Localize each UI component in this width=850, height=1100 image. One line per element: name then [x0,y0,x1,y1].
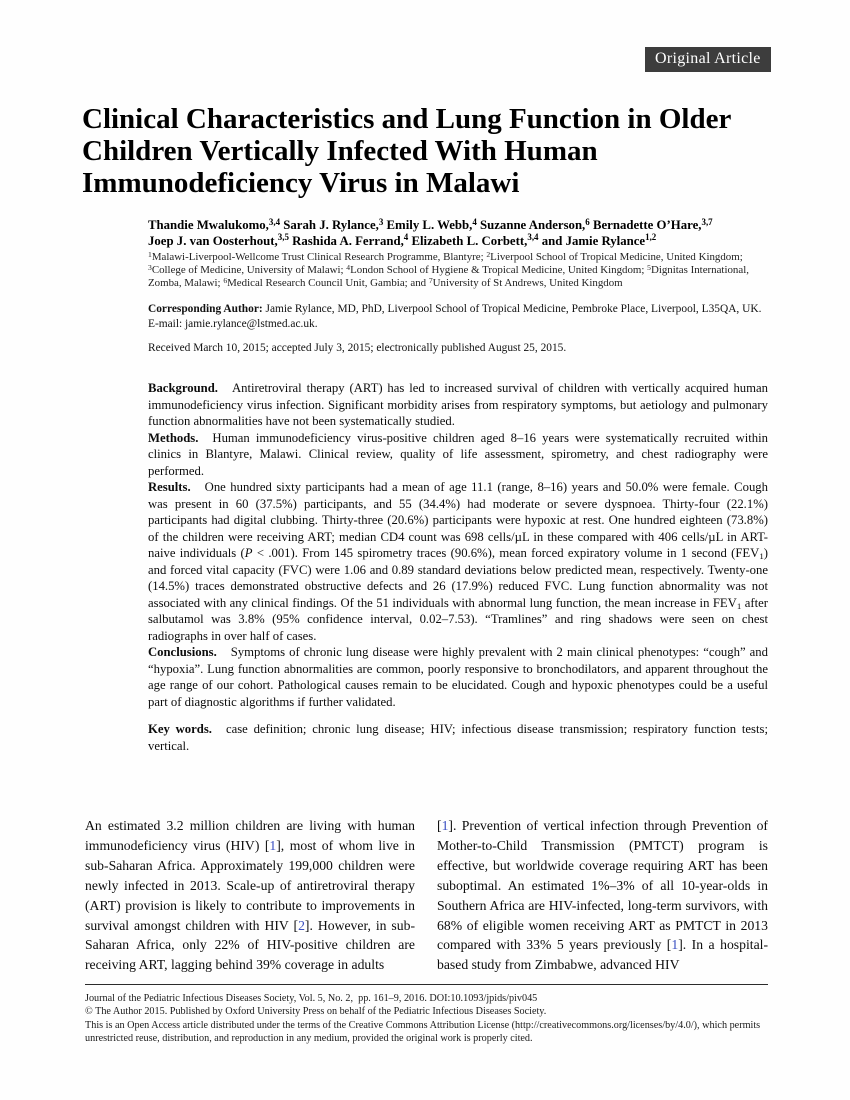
text-segment: Elizabeth L. Corbett, [408,233,528,248]
text-segment: An estimated 3.2 million children are living with human immunodeficiency virus (HIV) [ [85,818,415,853]
text-segment: Antiretroviral therapy (ART) has led to increased survival of children with vertically acquired human immunodeficiency virus infection. Significant morbidity arises from respiratory symptoms, but aetiology and pulmonary function abnormalities have not been systematically studied. [148,381,768,428]
line: unrestricted reuse, distribution, and reproduction in any medium, provided the original work is properly cited. [85,1033,533,1045]
text-segment: Bernadette O’Hare, [589,218,702,232]
line: This is an Open Access article distributed under the terms of the Creative Commons Attribution License (http://creativecommons.org/licenses/by/4.0/), which permits [85,1019,761,1031]
text-segment: ], most of whom live in sub-Saharan Africa. Approximately 199,000 children were newly infected in 2013. Scale-up of antiretroviral therapy (ART) provision is likely to contribute to improvements in survival amongst children with HIV [ [85,837,415,933]
line: Journal of the Pediatric Infectious Diseases Society, Vol. 5, No. 2, pp. 161–9, 2016. DOI:10.1093/jpids/piv045 [85,993,538,1004]
text-segment: 1 [148,249,152,259]
body-column-left [85,816,415,975]
text-segment: 6 [223,275,228,285]
text-segment: 2 [486,249,491,259]
text-segment: Conclusions. [148,645,217,659]
text-segment: ]. However, in sub-Saharan Africa, only 22% of HIV-positive children are receiving ART, lagging behind 39% coverage in adults [85,917,415,973]
author-list [148,218,772,249]
text-segment: 3,5 [277,232,289,243]
text-segment: P [244,546,253,560]
text-segment: 4 [403,232,409,243]
line: Immunodeficiency Virus in Malawi [82,167,520,199]
abstract-background [148,380,768,430]
text-segment: Medical Research Council Unit, Gambia; and [227,277,429,290]
text-segment: Human immunodeficiency virus-positive children aged 8–16 years were systematically recruited within clinics in Blantyre, Malawi. Clinical review, quality of life assessment, spirometry, and chest radiography were performed. [148,430,768,478]
abstract-conclusions [148,644,768,710]
article-type-badge: Original Article [645,47,771,72]
citation-ref[interactable]: 2 [298,917,305,933]
text-segment: ]. Prevention of vertical infection through Prevention of Mother-to-Child Transmission (PMTCT) program is effective, but worldwide coverage requiring ART has been suboptimal. An estimated 1%–3% of all 10-year-olds in Southern Africa are HIV-infected, long-term survivors, with 68% of eligible women receiving ART as PMTCT in 2013 compared with 33% 5 years previously [ [437,818,768,953]
text-segment: 5 [647,262,651,272]
line: © The Author 2015. Published by Oxford University Press on behalf of the Pediatric Infectious Diseases Society. [85,1006,547,1018]
text-segment: Corresponding Author: [148,303,266,315]
text-segment: 7 [428,275,433,285]
citation-ref[interactable]: 1 [441,818,449,833]
abstract-keywords [148,721,768,754]
text-segment: Emily L. Webb, [383,218,473,232]
text-segment: London School of Hygiene & Tropical Medicine, United Kingdom; [350,264,648,277]
text-segment: case definition; chronic lung disease; HIV; infectious disease transmission; respiratory function tests; vertical. [148,722,768,753]
line: Children Vertically Infected With Human [82,135,598,167]
text-segment: 4 [472,216,477,227]
text-segment: 4 [346,262,351,272]
text-segment: ]. In a hospital-based study from Zimbabwe, advanced HIV [437,937,769,973]
text-segment: Key words. [148,722,212,736]
text-segment: 1,2 [645,232,657,243]
article-title [82,103,742,199]
text-segment: and Jamie Rylance [538,233,646,248]
text-segment: Thandie Mwalukomo, [148,218,269,232]
text-segment: Sarah J. Rylance, [280,218,379,232]
text-segment: 3,7 [701,216,713,227]
text-segment: 6 [585,216,590,227]
text-segment: Malawi-Liverpool-Wellcome Trust Clinical Research Programme, Blantyre; [151,251,487,263]
line: Clinical Characteristics and Lung Function in Older [82,103,732,135]
text-segment: 3 [148,262,152,272]
text-segment: One hundred sixty participants had a mean of age 11.1 (range, 8–16) years and 50.0% were female. Cough was present in 60 (37.5%) participants, and 55 (34.4%) had moderate or severe dyspnoea. Thirty-four (22.1%) participants had digital clubbing. Thirty-three (20.6%) participants were hypoxic at rest. One hundred eighteen (73.8%) of the children were receiving ART; median CD4 count was 698 cells/µL in these compared with 406 cells/µL in ART-naive individuals ( [148,480,768,560]
text-segment: Rashida A. Ferrand, [288,233,404,248]
text-segment: Dignitas International, Zomba, Malawi; [148,264,749,290]
text-segment: 3,4 [268,216,281,227]
text-segment: Liverpool School of Tropical Medicine, United Kingdom; [490,251,743,263]
abstract-results [148,479,768,644]
text-segment: Symptoms of chronic lung disease were highly prevalent with 2 main clinical phenotypes: “cough” and “hypoxia”. Lung function abnormalities are common, poorly responsive to bronchodilators, and apparent throughout the age range of our cohort. Pathological causes remain to be elucidated. Cough and hypoxic phenotypes could be a useful part of diagnostic algorithms if further validated. [148,645,768,709]
author-line-2 [148,234,772,250]
citation-ref[interactable]: 1 [269,837,277,853]
text-segment: University of St Andrews, United Kingdom [432,277,623,290]
abstract [148,380,768,754]
citation-ref[interactable]: 1 [671,937,679,953]
text-segment: ) and forced vital capacity (FVC) were 1.06 and 0.89 standard deviations below predicted mean, respectively. Twenty-one (14.5%) traces demonstrated obstructive defects and 26 (17.9%) reduced FVC. Lung function abnormality was not associated with any clinical findings. Of the 51 individuals with abnormal lung function, the mean increase in FEV [148,546,768,610]
text-segment: Joep J. van Oosterhout, [148,233,278,248]
text-segment: Suzanne Anderson, [476,218,586,232]
affiliations [148,251,772,291]
abstract-methods [148,430,768,480]
corresponding-author [148,302,772,332]
journal-footer [85,992,785,1046]
text-segment: < .001). From 145 spirometry traces (90.6%), mean forced expiratory volume in 1 second (FEV [252,546,760,560]
text-segment: Background. [148,381,218,395]
text-segment: Results. [148,480,191,494]
text-segment: [ [437,818,442,833]
text-segment: Jamie Rylance, MD, PhD, Liverpool School of Tropical Medicine, Pembroke Place, Liverpool, L35QA, UK. E-mail: jamie.rylance@lstmed.ac.uk. [148,303,762,330]
text-segment: College of Medicine, University of Malawi; [151,264,347,277]
author-line-1 [148,218,772,234]
body-column-right [437,816,768,975]
text-segment: 3,4 [527,232,539,243]
footer-divider [85,984,768,985]
article-history: Received March 10, 2015; accepted July 3, 2015; electronically published August 25, 2015. [148,342,567,354]
text-segment: after salbutamol was 3.8% (95% confidence interval, 0.02–7.53). “Tramlines” and ring shadows were seen on chest radiographs in over half of cases. [148,595,769,643]
text-segment: 1 [759,551,764,562]
text-segment: 3 [378,216,384,227]
text-segment: 1 [736,600,742,611]
text-segment: Methods. [148,430,199,445]
